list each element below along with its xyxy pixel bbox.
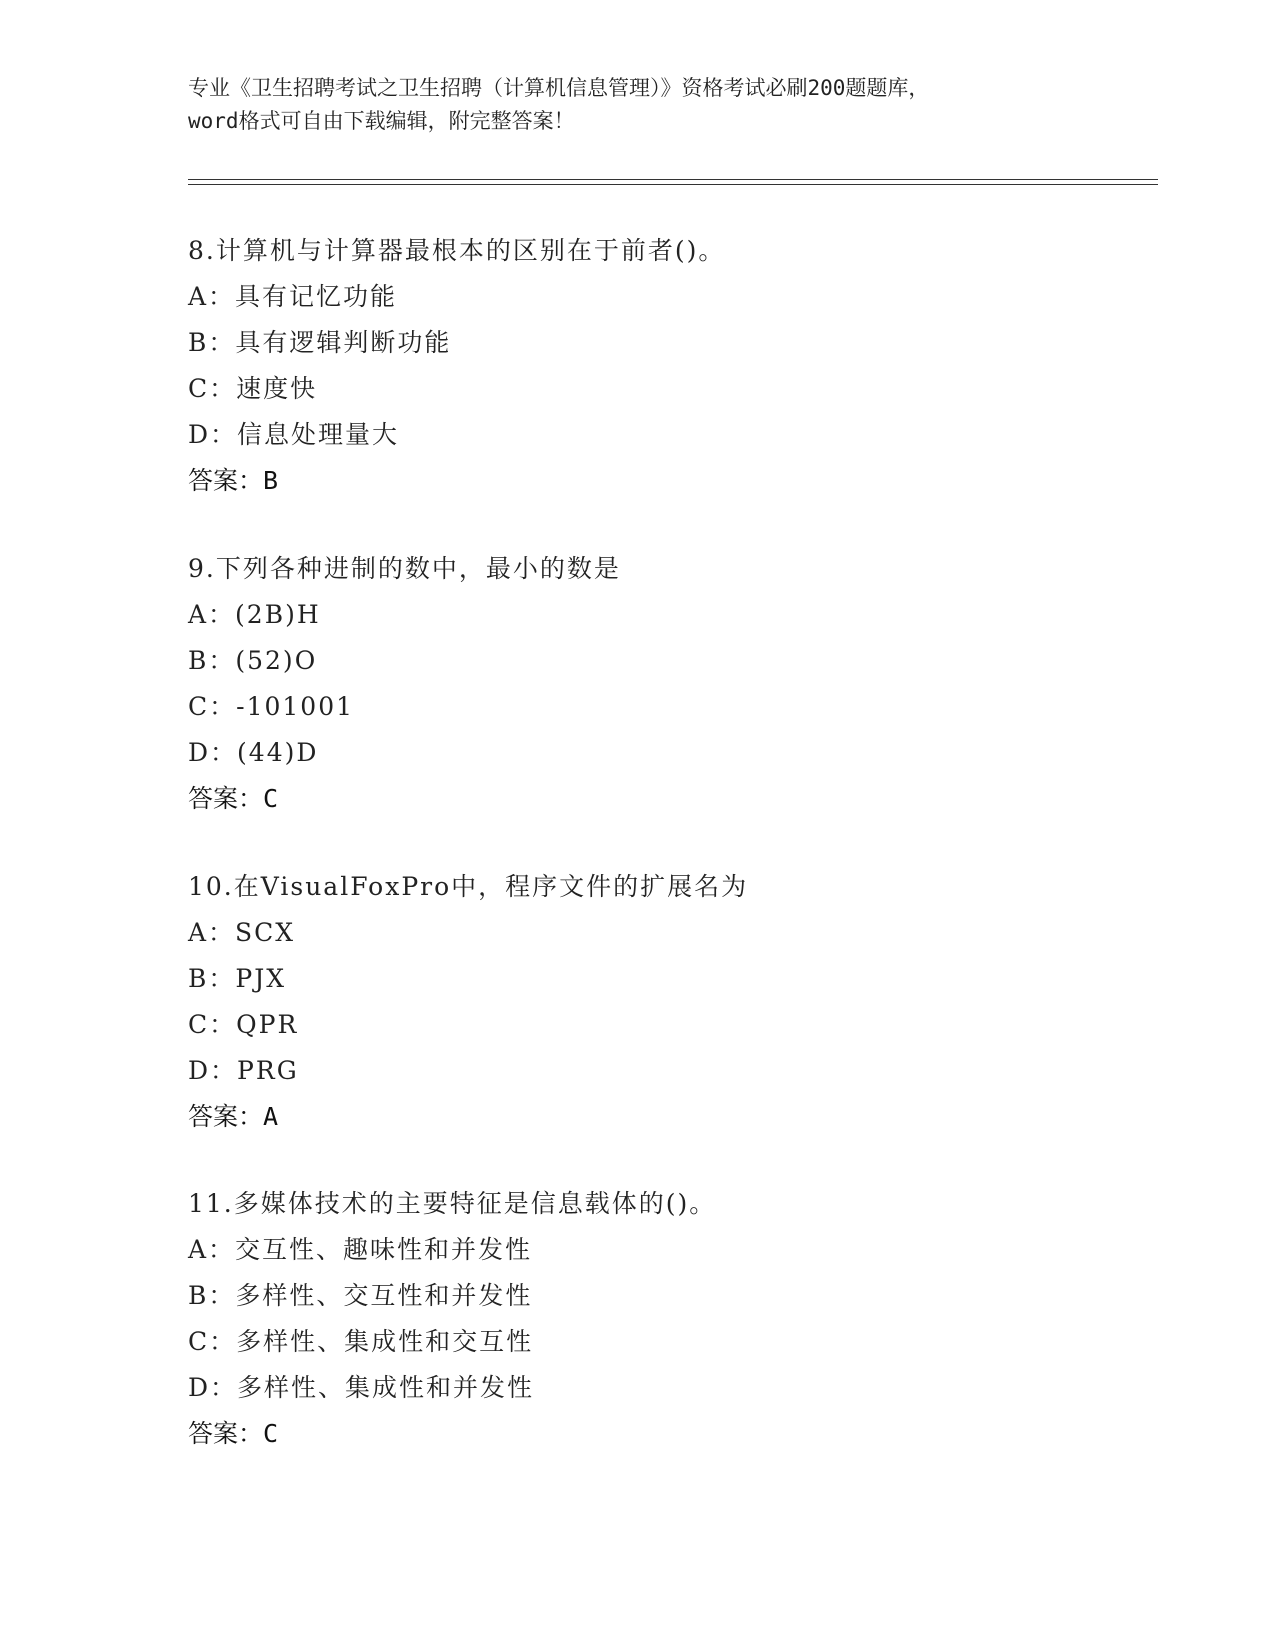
header-divider-bottom bbox=[188, 184, 1158, 185]
option-d: D：信息处理量大 bbox=[188, 420, 400, 449]
question-9 bbox=[188, 546, 1148, 822]
header-title-line-1: 专业《卫生招聘考试之卫生招聘（计算机信息管理）》资格考试必刷200题题库， bbox=[188, 76, 930, 100]
question-stem: 10.在VisualFoxPro中，程序文件的扩展名为 bbox=[188, 872, 749, 901]
option-d: D：PRG bbox=[188, 1056, 299, 1085]
option-a: A：(2B)H bbox=[188, 600, 321, 629]
answer-line: 答案：C bbox=[188, 784, 279, 813]
question-stem: 11.多媒体技术的主要特征是信息载体的()。 bbox=[188, 1189, 717, 1218]
header-title-line-2: word格式可自由下载编辑，附完整答案！ bbox=[188, 109, 575, 133]
question-stem: 9.下列各种进制的数中，最小的数是 bbox=[188, 554, 621, 583]
question-11 bbox=[188, 1181, 1148, 1457]
option-c: C：速度快 bbox=[188, 374, 318, 403]
header-divider-top bbox=[188, 179, 1158, 180]
option-b: B：具有逻辑判断功能 bbox=[188, 328, 452, 357]
option-c: C：多样性、集成性和交互性 bbox=[188, 1327, 534, 1356]
question-stem: 8.计算机与计算器最根本的区别在于前者()。 bbox=[188, 236, 726, 265]
option-b: B：多样性、交互性和并发性 bbox=[188, 1281, 533, 1310]
question-10 bbox=[188, 864, 1148, 1140]
option-c: C：-101001 bbox=[188, 692, 355, 721]
option-b: B：PJX bbox=[188, 964, 287, 993]
option-c: C：QPR bbox=[188, 1010, 299, 1039]
answer-line: 答案：A bbox=[188, 1102, 279, 1131]
question-8 bbox=[188, 228, 1148, 504]
option-b: B：(52)O bbox=[188, 646, 318, 675]
answer-line: 答案：B bbox=[188, 466, 279, 495]
option-d: D：(44)D bbox=[188, 738, 319, 767]
option-d: D：多样性、集成性和并发性 bbox=[188, 1373, 535, 1402]
option-a: A：交互性、趣味性和并发性 bbox=[188, 1235, 533, 1264]
option-a: A：具有记忆功能 bbox=[188, 282, 398, 311]
option-a: A：SCX bbox=[188, 918, 296, 947]
document-header bbox=[188, 72, 1088, 138]
answer-line: 答案：C bbox=[188, 1419, 279, 1448]
